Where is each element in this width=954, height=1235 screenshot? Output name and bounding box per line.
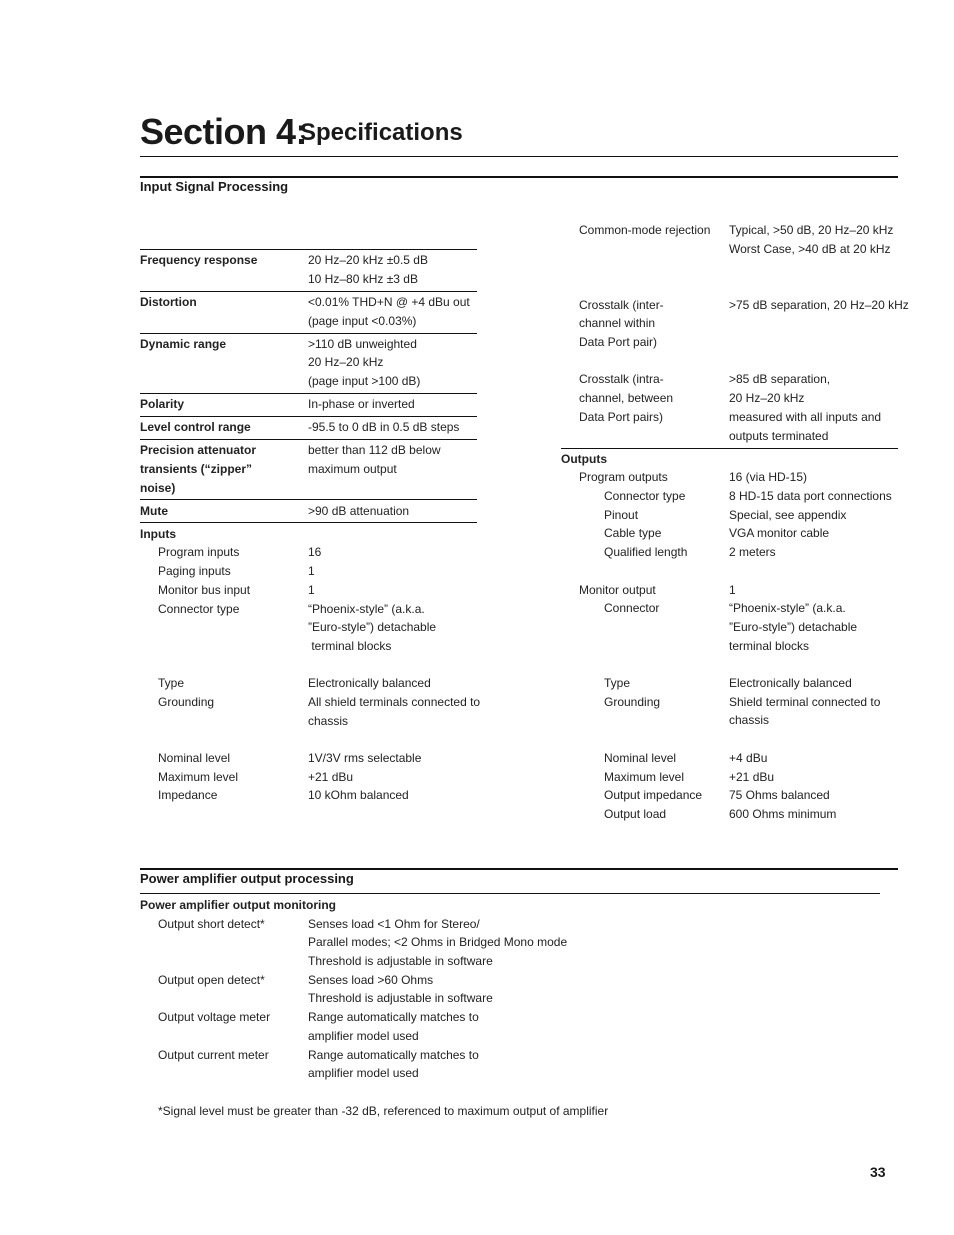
output-label: Output load (604, 807, 667, 821)
input-section-heading: Input Signal Processing (140, 179, 289, 194)
input-value: 1 (308, 564, 315, 578)
spec-label-common-mode: Common-mode rejection (579, 223, 711, 237)
spec-label-crosstalk-intra: Crosstalk (intra- (579, 372, 664, 386)
monitor-value: Senses load >60 Ohms (308, 973, 434, 987)
spec-value: -95.5 to 0 dB in 0.5 dB steps (308, 420, 460, 434)
spec-value: (page input >100 dB) (308, 374, 421, 388)
spec-label-dynamic-range: Dynamic range (140, 337, 227, 351)
section-rule (140, 868, 898, 870)
monitor-value: amplifier model used (308, 1066, 419, 1080)
spec-label-crosstalk-intra: Data Port pairs) (579, 410, 664, 424)
monitor-value: Threshold is adjustable in software (308, 991, 493, 1005)
output-value: 1 (729, 583, 736, 597)
spec-value: (page input <0.03%) (308, 314, 417, 328)
page-title: Specifications (300, 119, 463, 146)
spec-label-frequency-response: Frequency response (140, 253, 258, 267)
output-value: 600 Ohms minimum (729, 807, 837, 821)
output-label: Monitor output (579, 583, 656, 597)
monitor-value: Threshold is adjustable in software (308, 954, 493, 968)
output-value: Electronically balanced (729, 676, 852, 690)
monitor-value: Range automatically matches to (308, 1048, 479, 1062)
output-label: Cable type (604, 526, 662, 540)
output-value: VGA monitor cable (729, 526, 830, 540)
footnote: *Signal level must be greater than -32 dB, referenced to maximum output of amplifier (158, 1104, 609, 1118)
output-label: Pinout (604, 508, 639, 522)
spec-value: maximum output (308, 462, 397, 476)
input-value: 10 kOhm balanced (308, 788, 409, 802)
table-rule (140, 291, 477, 292)
spec-value: outputs terminated (729, 429, 829, 443)
spec-value: better than 112 dB below (308, 443, 441, 457)
table-rule (140, 393, 477, 394)
output-label: Qualified length (604, 545, 688, 559)
output-label: Grounding (604, 695, 661, 709)
section-label: Section 4: (140, 111, 308, 152)
input-value: 1V/3V rms selectable (308, 751, 422, 765)
output-label: Program outputs (579, 470, 668, 484)
spec-label-polarity: Polarity (140, 397, 185, 411)
output-value: Special, see appendix (729, 508, 847, 522)
spec-label-distortion: Distortion (140, 295, 197, 309)
output-value: 16 (via HD-15) (729, 470, 808, 484)
subsection-rule (140, 893, 880, 894)
spec-label-crosstalk-inter: channel within (579, 316, 656, 330)
spec-value: In-phase or inverted (308, 397, 415, 411)
input-label: Connector type (158, 602, 240, 616)
spec-value: >75 dB separation, 20 Hz–20 kHz (729, 298, 909, 312)
input-value: chassis (308, 714, 349, 728)
spec-value: Typical, >50 dB, 20 Hz–20 kHz (729, 223, 894, 237)
input-label: Paging inputs (158, 564, 231, 578)
spec-value: Worst Case, >40 dB at 20 kHz (729, 242, 891, 256)
input-label: Maximum level (158, 770, 239, 784)
input-value: +21 dBu (308, 770, 354, 784)
spec-value: <0.01% THD+N @ +4 dBu out (308, 295, 470, 309)
output-value: 8 HD-15 data port connections (729, 489, 892, 503)
spec-value: 10 Hz–80 kHz ±3 dB (308, 272, 418, 286)
spec-value: 20 Hz–20 kHz (729, 391, 805, 405)
output-value: terminal blocks (729, 639, 810, 653)
input-value: 1 (308, 583, 315, 597)
input-label: Monitor bus input (158, 583, 251, 597)
output-value: 2 meters (729, 545, 776, 559)
table-rule (140, 249, 477, 250)
outputs-rule (561, 448, 898, 449)
input-value: “Phoenix-style” (a.k.a. (308, 602, 425, 616)
table-rule (140, 499, 477, 500)
spec-label-crosstalk-inter: Crosstalk (inter- (579, 298, 664, 312)
spec-label-mute: Mute (140, 504, 168, 518)
input-label: Program inputs (158, 545, 240, 559)
spec-value: >90 dB attenuation (308, 504, 410, 518)
output-value: chassis (729, 713, 770, 727)
power-section-heading: Power amplifier output processing (140, 871, 354, 886)
output-value: +21 dBu (729, 770, 775, 784)
monitor-label: Output current meter (158, 1048, 269, 1062)
inputs-heading: Inputs (140, 527, 176, 541)
title-rule (140, 156, 898, 157)
spec-value: >85 dB separation, (729, 372, 831, 386)
input-value: Electronically balanced (308, 676, 431, 690)
output-label: Type (604, 676, 631, 690)
output-label: Connector type (604, 489, 686, 503)
spec-label-precision-attenuator: transients (“zipper” (140, 462, 253, 476)
input-label: Impedance (158, 788, 218, 802)
input-value: All shield terminals connected to (308, 695, 481, 709)
monitor-value: Senses load <1 Ohm for Stereo/ (308, 917, 480, 931)
spec-label-precision-attenuator: Precision attenuator (140, 443, 257, 457)
input-value: terminal blocks (308, 639, 392, 653)
table-rule (140, 439, 477, 440)
monitor-value: Parallel modes; <2 Ohms in Bridged Mono mode (308, 935, 568, 949)
page-number: 33 (870, 1164, 886, 1180)
input-value: ”Euro-style”) detachable (308, 620, 437, 634)
monitor-label: Output voltage meter (158, 1010, 271, 1024)
output-label: Nominal level (604, 751, 677, 765)
power-subheading: Power amplifier output monitoring (140, 898, 336, 912)
input-value: 16 (308, 545, 322, 559)
spec-value: 20 Hz–20 kHz (308, 355, 384, 369)
output-value: Shield terminal connected to (729, 695, 881, 709)
output-label: Output impedance (604, 788, 703, 802)
table-rule (140, 522, 477, 523)
output-label: Connector (604, 601, 660, 615)
output-value: 75 Ohms balanced (729, 788, 830, 802)
table-rule (140, 333, 477, 334)
monitor-value: amplifier model used (308, 1029, 419, 1043)
output-value: +4 dBu (729, 751, 768, 765)
outputs-heading: Outputs (561, 452, 607, 466)
input-label: Nominal level (158, 751, 231, 765)
output-value: “Phoenix-style” (a.k.a. (729, 601, 846, 615)
monitor-label: Output short detect* (158, 917, 265, 931)
spec-label-crosstalk-inter: Data Port pair) (579, 335, 658, 349)
output-label: Maximum level (604, 770, 685, 784)
spec-value: measured with all inputs and (729, 410, 882, 424)
section-rule-top (140, 176, 898, 178)
spec-label-precision-attenuator: noise) (140, 481, 176, 495)
spec-label-level-control-range: Level control range (140, 420, 251, 434)
output-value: ”Euro-style”) detachable (729, 620, 858, 634)
monitor-value: Range automatically matches to (308, 1010, 479, 1024)
table-rule (140, 416, 477, 417)
spec-value: 20 Hz–20 kHz ±0.5 dB (308, 253, 428, 267)
input-label: Grounding (158, 695, 215, 709)
monitor-label: Output open detect* (158, 973, 265, 987)
input-label: Type (158, 676, 185, 690)
spec-label-crosstalk-intra: channel, between (579, 391, 674, 405)
spec-value: >110 dB unweighted (308, 337, 417, 351)
